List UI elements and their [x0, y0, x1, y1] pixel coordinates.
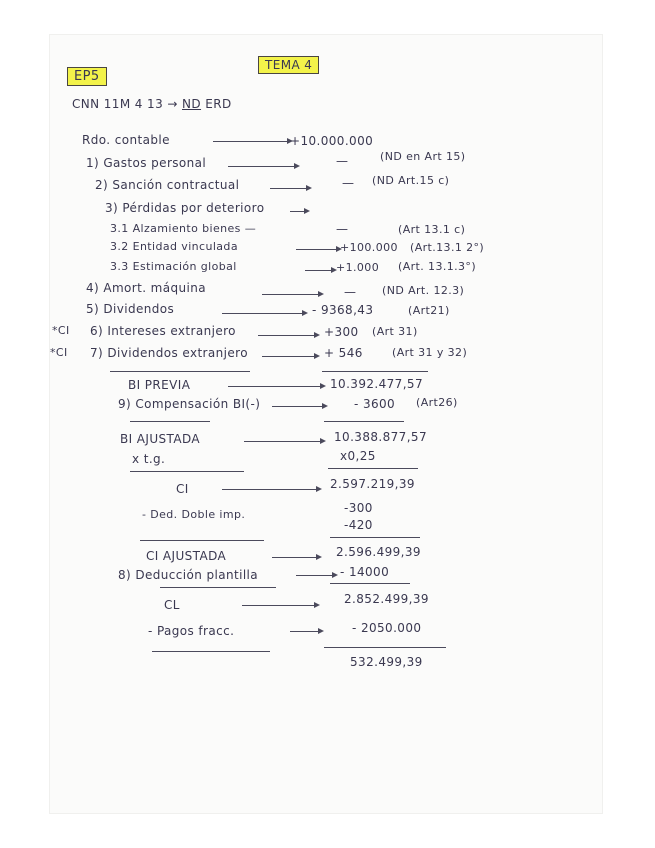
deduccion-plantilla-label: 8) Deducción plantilla [118, 568, 259, 582]
row-value: — [342, 176, 355, 190]
tema-title: TEMA 4 [258, 56, 319, 74]
deduccion-plantilla-value: - 14000 [340, 565, 390, 579]
ded-value-1: -300 [344, 501, 373, 515]
underline [160, 587, 276, 588]
arrow [222, 313, 306, 314]
row-note: (Art. 13.1.3°) [398, 260, 477, 273]
arrow [290, 211, 308, 212]
arrow [290, 631, 322, 632]
underline [324, 647, 446, 648]
underline [130, 471, 244, 472]
row-value: + 546 [324, 346, 363, 360]
pagos-fracc-value: - 2050.000 [352, 621, 422, 635]
row-label: 3) Pérdidas por deterioro [105, 201, 265, 215]
underline [110, 371, 250, 372]
ci-mark: *CI [52, 324, 70, 337]
arrow [262, 356, 318, 357]
row-note: (Art.13.1 2°) [410, 241, 485, 254]
row-label: 3.2 Entidad vinculada [110, 240, 238, 253]
row-value: +300 [324, 325, 359, 339]
cnn-line [72, 97, 232, 111]
underline [324, 421, 404, 422]
ci-ajustada-label: CI AJUSTADA [146, 549, 227, 563]
cl-value: 2.852.499,39 [344, 592, 429, 606]
bi-ajustada-label: BI AJUSTADA [120, 432, 200, 446]
underline [330, 537, 420, 538]
bi-ajustada-value: 10.388.877,57 [334, 430, 427, 444]
arrow [228, 166, 298, 167]
bi-previa-label: BI PREVIA [128, 378, 191, 392]
row-note: (Art 13.1 c) [398, 223, 466, 236]
row-value: - 3600 [354, 397, 396, 411]
row-label: 5) Dividendos [86, 302, 175, 316]
row-label: 9) Compensación BI(-) [118, 397, 261, 411]
arrow [262, 294, 322, 295]
arrow [242, 605, 318, 606]
row-value: - 9368,43 [312, 303, 374, 317]
row-value: — [336, 222, 349, 236]
row-value: — [336, 154, 349, 168]
cnn-text: CNN 11M 4 13 → [72, 97, 178, 111]
arrow [296, 575, 336, 576]
row-label: Rdo. contable [82, 133, 170, 147]
row-label: 7) Dividendos extranjero [90, 346, 248, 360]
row-note: (Art 31 y 32) [392, 346, 468, 359]
ci-value: 2.597.219,39 [330, 477, 415, 491]
arrow [305, 270, 335, 271]
nd-text: ND [182, 97, 202, 111]
arrow [222, 489, 320, 490]
row-label: 6) Intereses extranjero [90, 324, 236, 338]
pagos-fracc-label: - Pagos fracc. [148, 624, 235, 638]
row-label: 3.3 Estimación global [110, 260, 237, 273]
ci-label: CI [176, 482, 189, 496]
underline [152, 651, 270, 652]
ci-mark: *CI [50, 346, 68, 359]
row-value: +1.000 [336, 261, 380, 274]
arrow [213, 141, 291, 142]
underline [130, 421, 210, 422]
erd-text: ERD [205, 97, 232, 111]
arrow [270, 188, 310, 189]
underline [328, 468, 418, 469]
arrow [228, 386, 324, 387]
arrow [258, 335, 318, 336]
underline [140, 540, 264, 541]
arrow [244, 441, 324, 442]
tg-label: x t.g. [132, 452, 166, 466]
tg-value: x0,25 [340, 449, 376, 463]
row-note: (Art 31) [372, 325, 418, 338]
arrow [272, 557, 320, 558]
row-note: (ND Art. 12.3) [382, 284, 465, 297]
ci-ajustada-value: 2.596.499,39 [336, 545, 421, 559]
arrow [296, 249, 340, 250]
ded-value-2: -420 [344, 518, 373, 532]
row-value: +100.000 [340, 241, 398, 254]
ep-tag: EP5 [67, 67, 107, 86]
row-value: — [344, 285, 357, 299]
row-label: 4) Amort. máquina [86, 281, 206, 295]
underline [330, 583, 410, 584]
row-label: 3.1 Alzamiento bienes — [110, 222, 257, 235]
ded-label: - Ded. Doble imp. [142, 508, 246, 521]
row-note: (ND en Art 15) [380, 150, 466, 163]
final-result: 532.499,39 [350, 655, 423, 669]
row-note: (Art26) [416, 396, 458, 409]
row-value: +10.000.000 [290, 134, 374, 148]
row-label: 1) Gastos personal [86, 156, 207, 170]
underline [322, 371, 428, 372]
notebook-page [50, 35, 602, 813]
row-note: (Art21) [408, 304, 450, 317]
row-label: 2) Sanción contractual [95, 178, 240, 192]
row-note: (ND Art.15 c) [372, 174, 450, 187]
arrow [272, 406, 326, 407]
cl-label: CL [164, 598, 180, 612]
bi-previa-value: 10.392.477,57 [330, 377, 423, 391]
